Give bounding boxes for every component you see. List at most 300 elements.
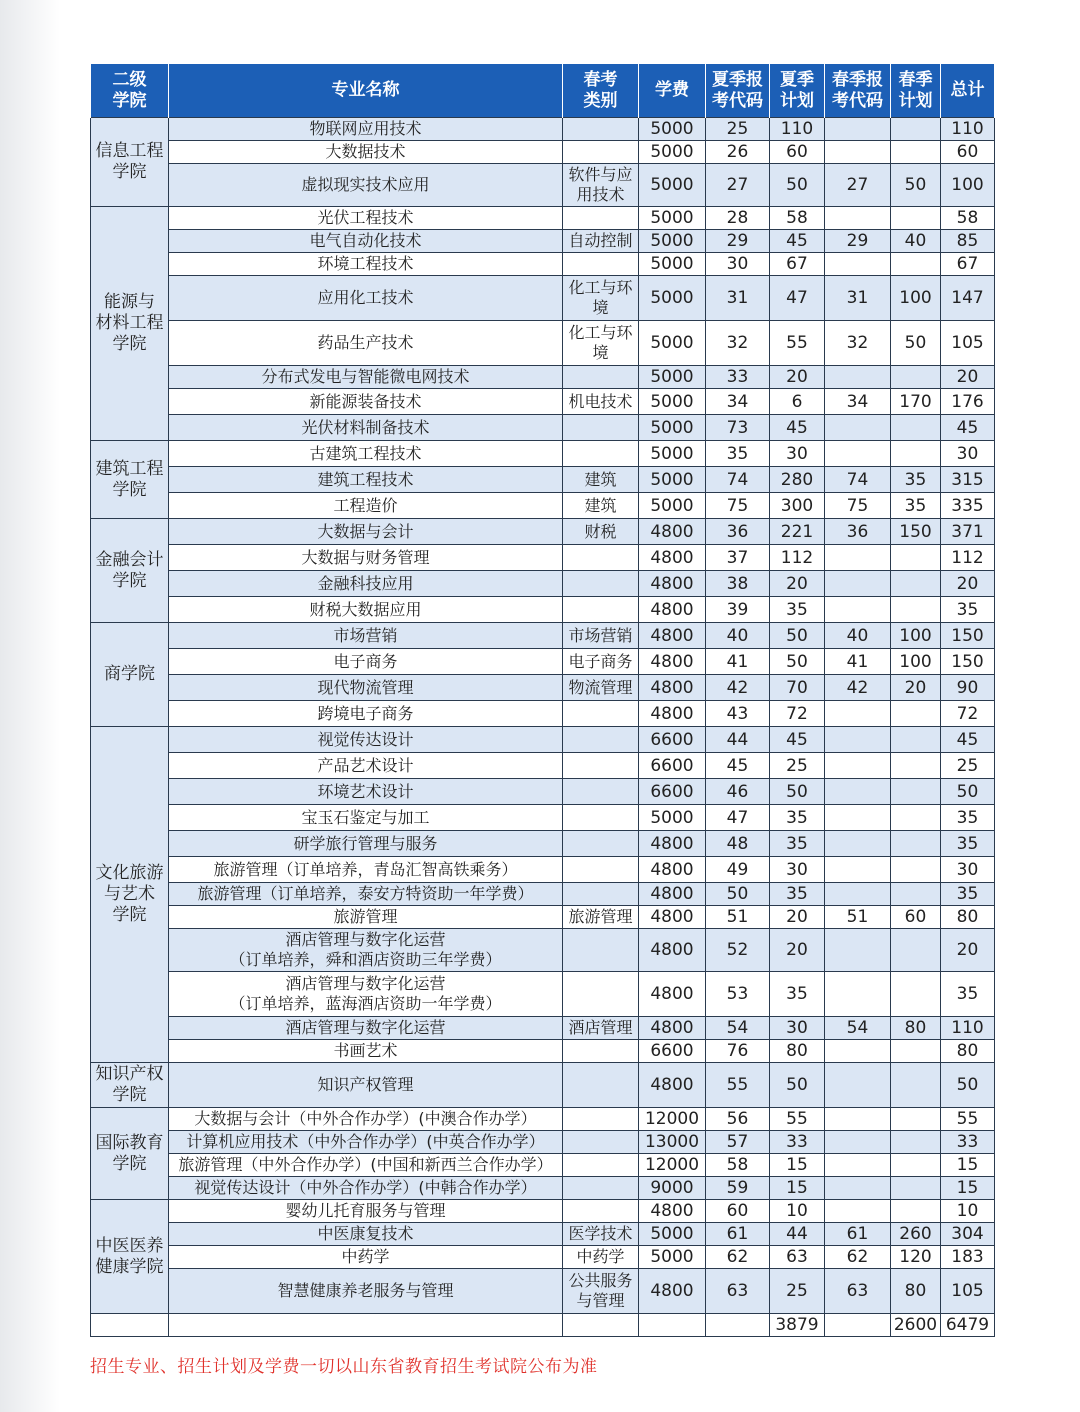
spring-code-cell (825, 253, 891, 276)
table-row (91, 207, 995, 230)
college-name-cell: 知识产权 学院 (91, 1063, 169, 1108)
major-name-cell: 大数据与财务管理 (169, 545, 563, 571)
spring-category-cell: 建筑 (563, 467, 639, 493)
table-row (91, 164, 995, 207)
fee-cell: 5000 (639, 366, 706, 389)
table-row (91, 727, 995, 753)
spring-category-cell: 公共服务 与管理 (563, 1269, 639, 1314)
spring-plan-cell (891, 929, 941, 972)
summer-plan-cell: 35 (770, 883, 825, 906)
major-name-cell: 视觉传达设计（中外合作办学）(中韩合作办学） (169, 1177, 563, 1200)
summer-plan-cell: 35 (770, 597, 825, 623)
spring-plan-cell: 100 (891, 276, 941, 321)
major-name-cell: 旅游管理 (169, 906, 563, 929)
major-name-cell: 建筑工程技术 (169, 467, 563, 493)
spring-plan-cell: 260 (891, 1223, 941, 1246)
spring-plan-cell (891, 1108, 941, 1131)
fee-cell: 5000 (639, 230, 706, 253)
total-cell: 67 (941, 253, 995, 276)
major-name-cell: 大数据技术 (169, 141, 563, 164)
total-cell: 50 (941, 779, 995, 805)
college-name-cell: 文化旅游 与艺术 学院 (91, 727, 169, 1063)
spring-code-cell (825, 1063, 891, 1108)
fee-cell: 5000 (639, 467, 706, 493)
spring-category-cell (563, 366, 639, 389)
spring-code-cell: 51 (825, 906, 891, 929)
spring-code-cell (825, 141, 891, 164)
table-row (91, 1040, 995, 1063)
summer-plan-cell: 35 (770, 972, 825, 1017)
table-row (91, 857, 995, 883)
spring-code-cell: 31 (825, 276, 891, 321)
total-cell: 25 (941, 753, 995, 779)
fee-cell: 4800 (639, 597, 706, 623)
summer-code-cell: 47 (706, 805, 770, 831)
fee-cell: 5000 (639, 805, 706, 831)
totals-row (91, 1314, 995, 1337)
spring-category-cell (563, 253, 639, 276)
summer-plan-cell: 20 (770, 929, 825, 972)
spring-category-cell: 建筑 (563, 493, 639, 519)
total-cell: 105 (941, 1269, 995, 1314)
summer-code-cell: 42 (706, 675, 770, 701)
spring-category-cell: 中药学 (563, 1246, 639, 1269)
table-row (91, 441, 995, 467)
major-name-cell: 酒店管理与数字化运营 (169, 1017, 563, 1040)
spring-category-cell (563, 118, 639, 141)
spring-plan-cell: 150 (891, 519, 941, 545)
spring-plan-cell: 80 (891, 1269, 941, 1314)
spring-plan-cell (891, 805, 941, 831)
spring-plan-cell (891, 1154, 941, 1177)
spring-code-cell (825, 929, 891, 972)
fee-cell: 9000 (639, 1177, 706, 1200)
fee-cell: 5000 (639, 321, 706, 366)
total-cell: 30 (941, 441, 995, 467)
spring-category-cell: 化工与环 境 (563, 321, 639, 366)
spring-plan-cell: 40 (891, 230, 941, 253)
spring-category-cell (563, 805, 639, 831)
total-cell: 45 (941, 415, 995, 441)
major-name-cell: 跨境电子商务 (169, 701, 563, 727)
spring-code-cell: 54 (825, 1017, 891, 1040)
summer-plan-cell: 45 (770, 230, 825, 253)
major-name-cell: 研学旅行管理与服务 (169, 831, 563, 857)
table-row (91, 883, 995, 906)
total-cell: 35 (941, 972, 995, 1017)
total-cell: 20 (941, 929, 995, 972)
spring-plan-cell (891, 253, 941, 276)
summer-plan-cell: 50 (770, 623, 825, 649)
major-name-cell: 分布式发电与智能微电网技术 (169, 366, 563, 389)
total-cell: 112 (941, 545, 995, 571)
summer-plan-cell: 6 (770, 389, 825, 415)
spring-plan-cell (891, 883, 941, 906)
major-name-cell: 旅游管理（订单培养，泰安方特资助一年学费） (169, 883, 563, 906)
spring-plan-cell (891, 779, 941, 805)
fee-cell: 13000 (639, 1131, 706, 1154)
spring-plan-cell: 60 (891, 906, 941, 929)
fee-cell: 4800 (639, 1017, 706, 1040)
summer-code-cell: 44 (706, 727, 770, 753)
table-row (91, 467, 995, 493)
spring-category-cell: 旅游管理 (563, 906, 639, 929)
total-cell: 80 (941, 906, 995, 929)
header-major: 专业名称 (169, 64, 563, 118)
spring-category-cell: 电子商务 (563, 649, 639, 675)
spring-category-cell (563, 441, 639, 467)
summer-code-cell: 48 (706, 831, 770, 857)
table-row (91, 805, 995, 831)
table-row (91, 1246, 995, 1269)
spring-code-cell (825, 753, 891, 779)
summer-code-cell: 75 (706, 493, 770, 519)
fee-cell: 6600 (639, 1040, 706, 1063)
summer-plan-cell: 72 (770, 701, 825, 727)
spring-category-cell (563, 1154, 639, 1177)
summer-plan-cell: 300 (770, 493, 825, 519)
summer-plan-cell: 112 (770, 545, 825, 571)
fee-cell: 5000 (639, 276, 706, 321)
summer-plan-cell: 47 (770, 276, 825, 321)
major-name-cell: 应用化工技术 (169, 276, 563, 321)
summer-code-cell: 50 (706, 883, 770, 906)
summer-code-cell: 40 (706, 623, 770, 649)
total-cell: 110 (941, 118, 995, 141)
total-cell: 80 (941, 1040, 995, 1063)
total-cell: 150 (941, 649, 995, 675)
table-row (91, 831, 995, 857)
table-header-row (91, 64, 995, 118)
table-row (91, 1269, 995, 1314)
spring-plan-cell (891, 415, 941, 441)
summer-plan-cell: 25 (770, 753, 825, 779)
spring-code-cell (825, 1131, 891, 1154)
summer-code-cell: 73 (706, 415, 770, 441)
spring-plan-cell (891, 1063, 941, 1108)
spring-category-cell (563, 753, 639, 779)
total-cell: 110 (941, 1017, 995, 1040)
spring-code-cell: 42 (825, 675, 891, 701)
summer-plan-cell: 45 (770, 727, 825, 753)
summer-code-cell: 76 (706, 1040, 770, 1063)
summer-code-cell: 32 (706, 321, 770, 366)
summer-plan-cell: 50 (770, 779, 825, 805)
table-row (91, 972, 995, 1017)
spring-code-cell: 32 (825, 321, 891, 366)
fee-cell: 4800 (639, 1200, 706, 1223)
major-name-cell: 工程造价 (169, 493, 563, 519)
spring-category-cell: 机电技术 (563, 389, 639, 415)
summer-code-cell: 36 (706, 519, 770, 545)
spring-category-cell (563, 727, 639, 753)
major-name-cell: 物联网应用技术 (169, 118, 563, 141)
table-row (91, 929, 995, 972)
table-row (91, 545, 995, 571)
total-cell: 15 (941, 1177, 995, 1200)
spring-plan-cell: 100 (891, 623, 941, 649)
spring-code-cell (825, 972, 891, 1017)
spring-category-cell: 物流管理 (563, 675, 639, 701)
spring-code-cell (825, 366, 891, 389)
summer-code-cell: 28 (706, 207, 770, 230)
fee-cell: 6600 (639, 779, 706, 805)
total-cell: 371 (941, 519, 995, 545)
spring-plan-cell (891, 441, 941, 467)
spring-code-cell (825, 1108, 891, 1131)
fee-cell: 5000 (639, 141, 706, 164)
major-name-cell: 旅游管理（订单培养，青岛汇智高铁乘务） (169, 857, 563, 883)
summer-plan-cell: 20 (770, 366, 825, 389)
spring-code-cell (825, 857, 891, 883)
spring-category-cell: 财税 (563, 519, 639, 545)
fee-cell: 4800 (639, 623, 706, 649)
table-row (91, 276, 995, 321)
spring-category-cell (563, 141, 639, 164)
major-name-cell: 视觉传达设计 (169, 727, 563, 753)
total-cell: 35 (941, 805, 995, 831)
summer-code-cell: 38 (706, 571, 770, 597)
summer-plan-cell: 20 (770, 571, 825, 597)
fee-cell: 4800 (639, 649, 706, 675)
footnote: 招生专业、招生计划及学费一切以山东省教育招生考试院公布为准 (90, 1357, 598, 1377)
spring-code-cell: 63 (825, 1269, 891, 1314)
fee-cell: 5000 (639, 164, 706, 207)
spring-code-cell (825, 118, 891, 141)
spring-category-cell (563, 1177, 639, 1200)
major-name-cell: 书画艺术 (169, 1040, 563, 1063)
spring-category-cell: 酒店管理 (563, 1017, 639, 1040)
header-spring-plan: 春季 计划 (891, 64, 941, 118)
spring-category-cell (563, 1063, 639, 1108)
summer-plan-cell: 35 (770, 831, 825, 857)
table-row (91, 1154, 995, 1177)
major-name-cell: 知识产权管理 (169, 1063, 563, 1108)
major-name-cell: 光伏工程技术 (169, 207, 563, 230)
summer-code-cell: 59 (706, 1177, 770, 1200)
total-cell: 105 (941, 321, 995, 366)
summer-plan-cell: 63 (770, 1246, 825, 1269)
spring-plan-cell: 80 (891, 1017, 941, 1040)
fee-cell: 4800 (639, 929, 706, 972)
spring-code-cell: 40 (825, 623, 891, 649)
table-row (91, 389, 995, 415)
table-row (91, 141, 995, 164)
summer-code-cell: 52 (706, 929, 770, 972)
summer-code-cell: 29 (706, 230, 770, 253)
table-row (91, 1177, 995, 1200)
spring-code-cell: 41 (825, 649, 891, 675)
fee-cell: 4800 (639, 1063, 706, 1108)
totals-empty-cell (169, 1314, 563, 1337)
summer-code-cell: 39 (706, 597, 770, 623)
table-row (91, 675, 995, 701)
spring-plan-cell (891, 701, 941, 727)
summer-code-cell: 58 (706, 1154, 770, 1177)
table-row (91, 493, 995, 519)
major-name-cell: 智慧健康养老服务与管理 (169, 1269, 563, 1314)
major-name-cell: 产品艺术设计 (169, 753, 563, 779)
fee-cell: 4800 (639, 519, 706, 545)
major-name-cell: 环境工程技术 (169, 253, 563, 276)
summer-code-cell: 63 (706, 1269, 770, 1314)
table-row (91, 571, 995, 597)
summer-code-cell: 26 (706, 141, 770, 164)
spring-code-cell (825, 571, 891, 597)
total-cell: 304 (941, 1223, 995, 1246)
table-row (91, 623, 995, 649)
table-row (91, 753, 995, 779)
spring-category-cell (563, 1040, 639, 1063)
summer-code-cell: 27 (706, 164, 770, 207)
table-row (91, 1200, 995, 1223)
spring-code-cell (825, 831, 891, 857)
spring-category-cell (563, 972, 639, 1017)
header-spring-category: 春考 类别 (563, 64, 639, 118)
table-row (91, 230, 995, 253)
summer-plan-cell: 15 (770, 1177, 825, 1200)
summer-plan-cell: 80 (770, 1040, 825, 1063)
spring-category-cell (563, 883, 639, 906)
table-row (91, 1108, 995, 1131)
summer-plan-cell: 58 (770, 207, 825, 230)
grand-total-total: 6479 (941, 1314, 995, 1337)
major-name-cell: 酒店管理与数字化运营 （订单培养，蓝海酒店资助一年学费） (169, 972, 563, 1017)
spring-plan-cell (891, 857, 941, 883)
major-name-cell: 酒店管理与数字化运营 （订单培养，舜和酒店资助三年学费） (169, 929, 563, 972)
total-cell: 58 (941, 207, 995, 230)
total-cell: 85 (941, 230, 995, 253)
table-row (91, 1017, 995, 1040)
major-name-cell: 宝玉石鉴定与加工 (169, 805, 563, 831)
spring-plan-cell (891, 831, 941, 857)
major-name-cell: 财税大数据应用 (169, 597, 563, 623)
table-row (91, 366, 995, 389)
spring-category-cell: 化工与环 境 (563, 276, 639, 321)
summer-plan-cell: 30 (770, 441, 825, 467)
total-cell: 35 (941, 883, 995, 906)
total-cell: 30 (941, 857, 995, 883)
fee-cell: 4800 (639, 857, 706, 883)
spring-category-cell (563, 929, 639, 972)
table-body (91, 118, 995, 1337)
spring-category-cell (563, 415, 639, 441)
major-name-cell: 大数据与会计（中外合作办学）(中澳合作办学） (169, 1108, 563, 1131)
summer-code-cell: 53 (706, 972, 770, 1017)
spring-category-cell: 医学技术 (563, 1223, 639, 1246)
spring-plan-cell (891, 141, 941, 164)
spring-code-cell (825, 207, 891, 230)
college-name-cell: 能源与 材料工程 学院 (91, 207, 169, 441)
spring-code-cell: 75 (825, 493, 891, 519)
summer-plan-cell: 25 (770, 1269, 825, 1314)
summer-code-cell: 46 (706, 779, 770, 805)
total-cell: 45 (941, 727, 995, 753)
summer-code-cell: 34 (706, 389, 770, 415)
college-name-cell: 信息工程 学院 (91, 118, 169, 207)
fee-cell: 6600 (639, 727, 706, 753)
summer-plan-cell: 20 (770, 906, 825, 929)
spring-plan-cell (891, 727, 941, 753)
grand-total-summer-plan: 3879 (770, 1314, 825, 1337)
major-name-cell: 电气自动化技术 (169, 230, 563, 253)
spring-code-cell (825, 701, 891, 727)
spring-category-cell: 软件与应 用技术 (563, 164, 639, 207)
fee-cell: 5000 (639, 1223, 706, 1246)
fee-cell: 5000 (639, 389, 706, 415)
total-cell: 20 (941, 366, 995, 389)
table-row (91, 519, 995, 545)
summer-plan-cell: 44 (770, 1223, 825, 1246)
summer-plan-cell: 60 (770, 141, 825, 164)
summer-plan-cell: 110 (770, 118, 825, 141)
spring-code-cell (825, 415, 891, 441)
totals-empty-cell (639, 1314, 706, 1337)
spring-code-cell: 62 (825, 1246, 891, 1269)
spring-plan-cell: 35 (891, 493, 941, 519)
total-cell: 183 (941, 1246, 995, 1269)
header-college: 二级 学院 (91, 64, 169, 118)
totals-empty-cell (825, 1314, 891, 1337)
major-name-cell: 计算机应用技术（中外合作办学）(中英合作办学） (169, 1131, 563, 1154)
college-name-cell: 建筑工程 学院 (91, 441, 169, 519)
fee-cell: 5000 (639, 415, 706, 441)
summer-code-cell: 54 (706, 1017, 770, 1040)
table-row (91, 779, 995, 805)
summer-plan-cell: 45 (770, 415, 825, 441)
major-name-cell: 大数据与会计 (169, 519, 563, 545)
summer-plan-cell: 33 (770, 1131, 825, 1154)
total-cell: 147 (941, 276, 995, 321)
spring-category-cell (563, 1200, 639, 1223)
spring-plan-cell: 120 (891, 1246, 941, 1269)
major-name-cell: 婴幼儿托育服务与管理 (169, 1200, 563, 1223)
totals-empty-cell (706, 1314, 770, 1337)
spring-code-cell: 27 (825, 164, 891, 207)
spring-category-cell: 市场营销 (563, 623, 639, 649)
summer-code-cell: 25 (706, 118, 770, 141)
spring-code-cell (825, 727, 891, 753)
spring-plan-cell: 100 (891, 649, 941, 675)
fee-cell: 5000 (639, 207, 706, 230)
spring-plan-cell (891, 1131, 941, 1154)
spring-category-cell (563, 831, 639, 857)
summer-code-cell: 33 (706, 366, 770, 389)
summer-code-cell: 60 (706, 1200, 770, 1223)
spring-plan-cell (891, 366, 941, 389)
summer-plan-cell: 30 (770, 1017, 825, 1040)
spring-category-cell (563, 571, 639, 597)
total-cell: 15 (941, 1154, 995, 1177)
summer-plan-cell: 221 (770, 519, 825, 545)
summer-plan-cell: 70 (770, 675, 825, 701)
summer-code-cell: 30 (706, 253, 770, 276)
summer-code-cell: 56 (706, 1108, 770, 1131)
major-name-cell: 光伏材料制备技术 (169, 415, 563, 441)
spring-plan-cell: 20 (891, 675, 941, 701)
total-cell: 50 (941, 1063, 995, 1108)
fee-cell: 5000 (639, 441, 706, 467)
fee-cell: 5000 (639, 118, 706, 141)
spring-plan-cell (891, 753, 941, 779)
spring-plan-cell (891, 597, 941, 623)
spring-category-cell (563, 597, 639, 623)
enrollment-plan-table-container (90, 64, 994, 1337)
fee-cell: 4800 (639, 675, 706, 701)
total-cell: 100 (941, 164, 995, 207)
major-name-cell: 旅游管理（中外合作办学）(中国和新西兰合作办学） (169, 1154, 563, 1177)
major-name-cell: 现代物流管理 (169, 675, 563, 701)
